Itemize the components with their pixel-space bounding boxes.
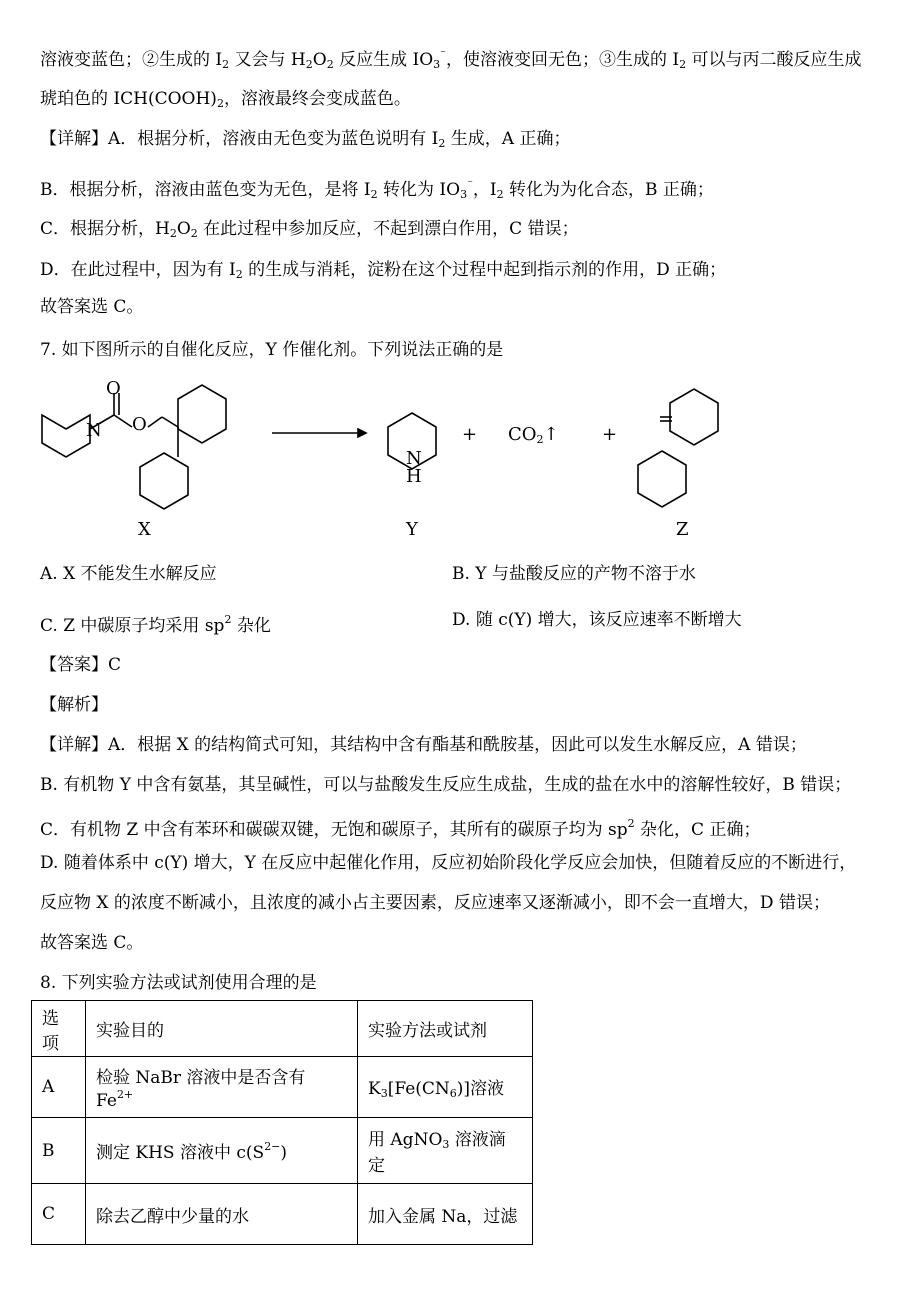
q7-x-carbonyl-o: O	[106, 378, 121, 399]
header-method: 实验方法或试剂	[358, 1001, 533, 1057]
header-purpose: 实验目的	[86, 1001, 358, 1057]
q7-option-a: A. X 不能发生水解反应	[40, 564, 217, 584]
table-row	[32, 1184, 533, 1245]
q7-plus-1: +	[462, 424, 478, 445]
row-purpose: 测定 KHS 溶液中 $c(S^{2-})$	[86, 1118, 358, 1184]
q7-plus-2: +	[602, 424, 618, 445]
q7-stem: 7. 如下图所示的自催化反应，Y 作催化剂。下列说法正确的是	[40, 340, 504, 360]
q7-option-c: C. Z 中碳原子均采用 $sp^2$ 杂化	[40, 613, 271, 636]
q7-detail-a: 【详解】A．根据 X 的结构简式可知，其结构中含有酯基和酰胺基，因此可以发生水解反应，A 错误；	[40, 735, 807, 755]
q7-option-d: D. 随 c(Y) 增大，该反应速率不断增大	[452, 610, 742, 630]
q6-detail-c: C．根据分析，$H_2O_2$ 在此过程中参加反应，不起到漂白作用，C 错误；	[40, 219, 579, 240]
row-option: B	[32, 1118, 86, 1184]
q7-label-y: Y	[406, 519, 418, 540]
q6-detail-d: D．在此过程中，因为有 $I_2$ 的生成与消耗，淀粉在这个过程中起到指示剂的作用，D 正确；	[40, 260, 727, 281]
row-purpose: 除去乙醇中少量的水	[86, 1184, 358, 1245]
table-header-row	[32, 1001, 533, 1057]
q6-detail-b: B．根据分析，溶液由蓝色变为无色，是将 $I_2$ 转化为 $IO_3^{^-}$，$I_2$ 转化为为化合态，B 正确；	[40, 177, 714, 201]
q6-final-answer: 故答案选 C。	[40, 297, 144, 317]
row-purpose: 检验 NaBr 溶液中是否含有 $Fe^{2+}$	[86, 1057, 358, 1118]
q7-y-h: H	[406, 466, 422, 487]
q8-stem: 8. 下列实验方法或试剂使用合理的是	[40, 973, 317, 993]
q7-label-z: Z	[676, 519, 689, 540]
table-row	[32, 1057, 533, 1118]
header-option: 选项	[32, 1001, 86, 1057]
q7-y-n: N	[406, 448, 422, 469]
q7-co2: $CO_2↑$	[508, 424, 559, 446]
q7-reaction-diagram	[0, 375, 900, 555]
q7-x-ester-o: O	[132, 414, 147, 435]
q7-x-amide-n: N	[86, 420, 102, 441]
row-option: C	[32, 1184, 86, 1245]
q8-table	[31, 1000, 533, 1245]
q7-label-x: X	[138, 519, 151, 540]
q6-analysis-line-1: 溶液变蓝色；②生成的 $I_2$ 又会与 $H_2O_2$ 反应生成 $IO_3^{^-}$，使溶液变回无色；③生成的 $I_2$ 可以与丙二酸反应生成	[40, 47, 862, 71]
q7-option-b: B. Y 与盐酸反应的产物不溶于水	[452, 564, 696, 584]
q6-detail-a: 【详解】A．根据分析，溶液由无色变为蓝色说明有 $I_2$ 生成，A 正确；	[40, 129, 571, 150]
table-row	[32, 1118, 533, 1184]
row-method: 加入金属 Na，过滤	[358, 1184, 533, 1245]
q7-final-answer: 故答案选 C。	[40, 933, 144, 953]
row-method: $K_3[Fe(CN_6)]$溶液	[358, 1057, 533, 1118]
q7-detail-d-1: D. 随着体系中 c(Y) 增大，Y 在反应中起催化作用，反应初始阶段化学反应会加快，但随着反应的不断进行，	[40, 853, 857, 873]
q7-detail-c: C．有机物 Z 中含有苯环和碳碳双键，无饱和碳原子，其所有的碳原子均为 $sp^2$ 杂化，C 正确；	[40, 817, 761, 840]
q6-analysis-line-2: 琥珀色的 $ICH(COOH)_2$，溶液最终会变成蓝色。	[40, 89, 411, 110]
q7-detail-d-2: 反应物 X 的浓度不断减小，且浓度的减小占主要因素，反应速率又逐渐减小，即不会一直增大，D 错误；	[40, 893, 830, 913]
q7-analysis-heading: 【解析】	[40, 695, 108, 715]
row-option: A	[32, 1057, 86, 1118]
q7-detail-b: B. 有机物 Y 中含有氨基，其呈碱性，可以与盐酸发生反应生成盐，生成的盐在水中的溶解性较好，B 错误；	[40, 775, 852, 795]
q7-answer: 【答案】C	[40, 655, 122, 675]
row-method: 用 AgNO$_3$ 溶液滴定	[358, 1118, 533, 1184]
